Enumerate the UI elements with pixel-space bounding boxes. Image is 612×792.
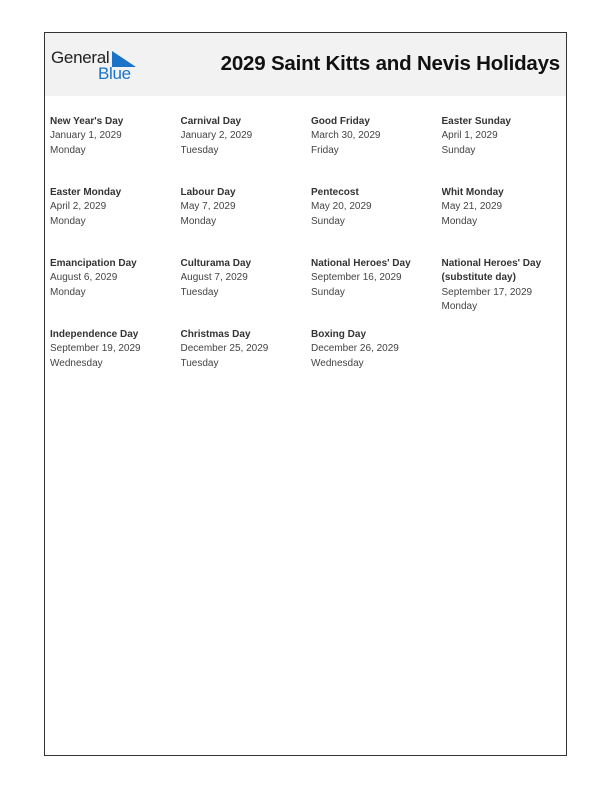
holiday-weekday: Monday [50,215,86,227]
holiday-date: September 16, 2029 [311,272,402,284]
holiday-weekday: Sunday [311,286,345,298]
holiday-weekday: Sunday [441,144,476,156]
holiday-weekday: Monday [180,215,217,227]
holiday-name: Independence Day [50,329,139,340]
holiday-name: National Heroes' Day (substitute day) [441,258,542,284]
holiday-date: December 25, 2029 [180,343,269,355]
calendar-page [44,32,567,756]
holiday-item [50,257,181,328]
holiday-name: Whit Monday [441,187,504,198]
holiday-item [181,115,312,186]
holiday-name: Culturama Day [180,258,252,269]
holiday-date: December 26, 2029 [311,343,399,355]
holiday-name: Easter Monday [50,187,122,198]
holiday-item [442,257,566,328]
logo-text-general: General [51,48,110,67]
holiday-weekday: Sunday [311,215,345,227]
holiday-weekday: Tuesday [180,286,219,298]
holiday-date: May 7, 2029 [180,201,236,213]
holiday-weekday: Monday [441,300,478,312]
holiday-date: January 1, 2029 [50,130,122,142]
holiday-name: Easter Sunday [441,116,511,127]
holiday-weekday: Friday [311,144,339,156]
holiday-name: Christmas Day [180,329,251,340]
holiday-grid [50,115,566,399]
holiday-weekday: Tuesday [180,357,219,369]
holiday-item [181,257,312,328]
holiday-item [181,186,312,257]
holiday-name: National Heroes' Day [311,258,411,269]
holiday-name: Pentecost [311,187,359,198]
holiday-date: August 6, 2029 [50,272,118,284]
holiday-item [50,328,181,399]
holiday-weekday: Wednesday [311,357,364,369]
holiday-date: September 17, 2029 [441,286,533,298]
holiday-weekday: Monday [50,286,86,298]
holiday-date: April 2, 2029 [50,201,107,213]
holiday-date: May 21, 2029 [441,201,503,213]
holiday-item [442,115,566,186]
holiday-item [311,115,442,186]
holiday-item [50,186,181,257]
holiday-weekday: Monday [441,215,478,227]
holiday-date: April 1, 2029 [441,130,498,142]
holiday-item [311,257,442,328]
holiday-item [311,186,442,257]
holiday-name: New Year's Day [50,116,124,127]
holiday-item [311,328,442,399]
holiday-date: March 30, 2029 [311,130,381,142]
holiday-item [181,328,312,399]
holiday-date: January 2, 2029 [180,130,253,142]
page-title: 2029 Saint Kitts and Nevis Holidays [220,52,560,75]
holiday-name: Emancipation Day [50,258,137,269]
generalblue-logo [51,48,141,84]
holiday-name: Labour Day [180,187,236,198]
holiday-date: August 7, 2029 [180,272,248,284]
holiday-date: September 19, 2029 [50,343,141,355]
holiday-weekday: Monday [50,144,86,156]
holiday-weekday: Tuesday [180,144,219,156]
holiday-name: Good Friday [311,116,370,127]
holiday-item [50,115,181,186]
header-bar [45,33,566,96]
holiday-item [442,186,566,257]
logo-text-blue: Blue [98,64,131,83]
holiday-name: Carnival Day [180,116,242,127]
holiday-name: Boxing Day [311,329,367,340]
holiday-weekday: Wednesday [50,357,103,369]
holiday-date: May 20, 2029 [311,201,372,213]
